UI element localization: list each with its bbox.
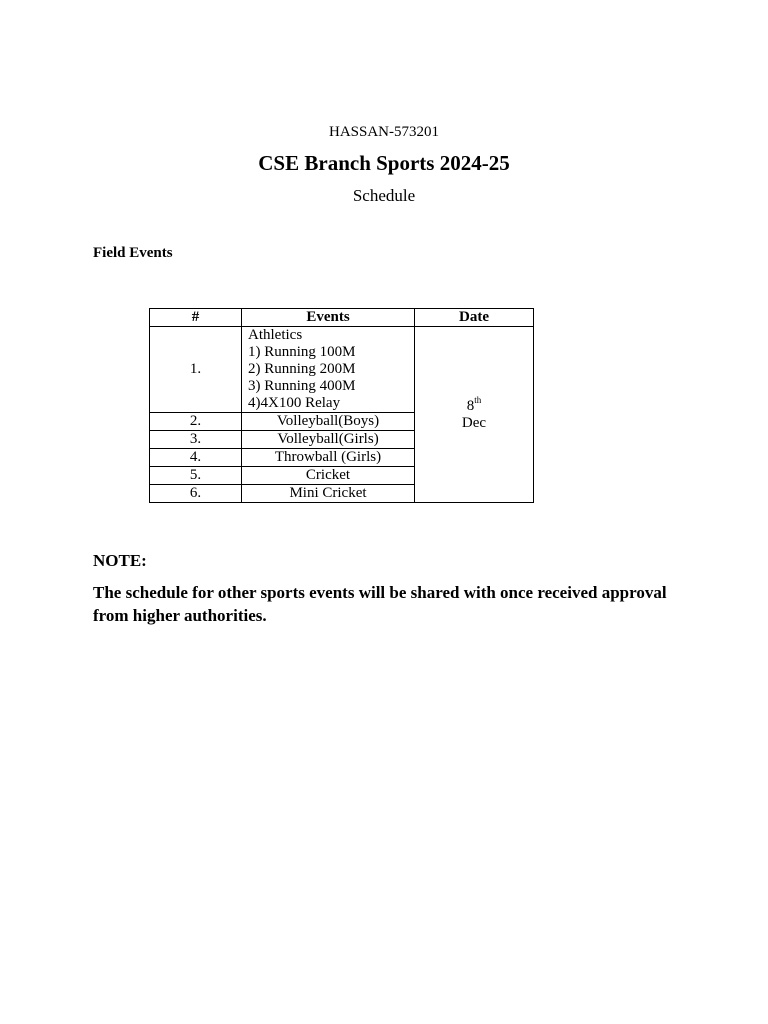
note-body: The schedule for other sports events will be shared with once received approval from higher authorities.	[93, 583, 667, 625]
row-number: 4.	[150, 449, 242, 467]
table-header-row	[150, 309, 534, 327]
row-number: 5.	[150, 467, 242, 485]
row-number: 2.	[150, 413, 242, 431]
row-event: Mini Cricket	[242, 485, 415, 503]
date-cell	[415, 327, 534, 503]
column-header-number: #	[150, 309, 242, 327]
row-event: Throwball (Girls)	[242, 449, 415, 467]
column-header-events: Events	[242, 309, 415, 327]
row-number: 1.	[150, 327, 242, 413]
note-heading: NOTE:	[93, 551, 147, 570]
schedule-table	[149, 308, 534, 503]
row-event: Volleyball(Girls)	[242, 431, 415, 449]
athletics-line: 2) Running 200M	[248, 361, 356, 377]
date-suffix: th	[474, 394, 482, 405]
row-number: 6.	[150, 485, 242, 503]
date-month: Dec	[461, 414, 487, 431]
row-event: Cricket	[242, 467, 415, 485]
date-day: 8	[466, 397, 475, 414]
athletics-line: 4)4X100 Relay	[248, 395, 341, 411]
postal-line: HASSAN-573201	[328, 124, 439, 140]
column-header-date: Date	[415, 309, 534, 327]
athletics-line: 1) Running 100M	[248, 344, 356, 360]
section-heading-field-events: Field Events	[93, 245, 173, 261]
table-row	[150, 327, 534, 413]
document-title: CSE Branch Sports 2024-25	[258, 151, 510, 175]
row-event: Volleyball(Boys)	[242, 413, 415, 431]
athletics-line: Athletics	[248, 327, 303, 343]
document-subtitle: Schedule	[352, 186, 416, 205]
athletics-event-cell	[242, 327, 415, 413]
date-day-line	[415, 394, 533, 415]
athletics-line: 3) Running 400M	[248, 378, 356, 394]
row-number: 3.	[150, 431, 242, 449]
